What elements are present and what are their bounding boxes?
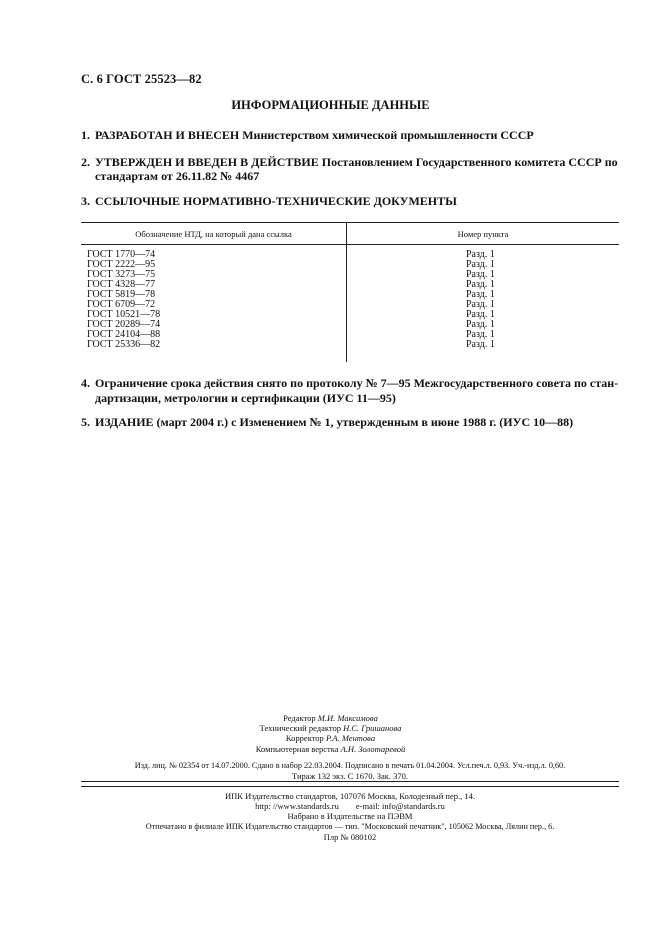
table-column-divider — [346, 222, 347, 362]
item-text: Постановлением Государственного комитета СССР по — [318, 155, 618, 169]
item-caps: ИЗДАНИЕ — [95, 415, 154, 429]
table-cell-doc: ГОСТ 20289—74 — [87, 319, 161, 330]
divider — [81, 781, 619, 782]
publisher-line: ИПК Издательство стандартов, 107076 Москва, Колодезный пер., 14. — [225, 791, 475, 801]
table-cell-doc: ГОСТ 10521—78 — [87, 309, 161, 320]
item-text-line2: дартизации, метрологии и сертификации (ИУС 11—95) — [95, 391, 396, 405]
credit-layout: Компьютерная верстка А.Н. Золотаревой — [255, 743, 406, 754]
table-cell-doc: ГОСТ 4328—77 — [87, 279, 156, 290]
item-number: 4. — [81, 376, 90, 390]
table-cell-clause: Разд. 1 — [466, 299, 495, 310]
table-cell-doc: ГОСТ 25336—82 — [87, 339, 161, 350]
item-number: 5. — [81, 415, 90, 429]
print-info-line: Тираж 132 экз. С 1670. Зак. 370. — [291, 771, 409, 782]
item-caps: ССЫЛОЧНЫЕ НОРМАТИВНО-ТЕХНИЧЕСКИЕ ДОКУМЕНТЫ — [95, 194, 457, 208]
table-cell-clause: Разд. 1 — [466, 319, 495, 330]
print-info-line: Изд. лиц. № 02354 от 14.07.2000. Сдано в набор 22.03.2004. Подписано в печать 01.04.2004. Усл.печ.л. 0,93. Уч.-изд.л. 0,60. — [134, 761, 566, 770]
table-cell-doc: ГОСТ 3273—75 — [87, 269, 156, 280]
item-caps: УТВЕРЖДЕН И ВВЕДЕН В ДЕЙСТВИЕ — [95, 155, 319, 169]
table-cell-clause: Разд. 1 — [466, 259, 495, 270]
item-5 — [81, 415, 619, 429]
section-title: ИНФОРМАЦИОННЫЕ ДАННЫЕ — [231, 98, 430, 112]
table-cell-doc: ГОСТ 1770—74 — [87, 249, 156, 260]
table-cell-doc: ГОСТ 6709—72 — [87, 299, 156, 310]
credit-corrector: Корректор Р.А. Ментова — [285, 733, 376, 744]
item-text: Ограничение срока действия снято по протоколу № 7—95 Межгосударственного совета по стан- — [95, 376, 619, 390]
table-header-clause: Номер пункта — [457, 229, 509, 239]
table-rule-header — [81, 244, 619, 245]
table-cell-doc: ГОСТ 5819—78 — [87, 289, 156, 300]
table-header-doc: Обозначение НТД, на который дана ссылка — [135, 229, 292, 239]
credits-block — [0, 713, 661, 754]
item-4 — [81, 376, 619, 406]
table-cell-clause: Разд. 1 — [466, 249, 495, 260]
item-number: 3. — [81, 194, 90, 208]
table-cell-clause: Разд. 1 — [466, 309, 495, 320]
credit-editor: Редактор М.И. Максимова — [283, 713, 378, 723]
page-header: С. 6 ГОСТ 25523—82 — [81, 72, 202, 86]
table-rule-top — [81, 222, 619, 223]
table-cell-doc: ГОСТ 24104—88 — [87, 329, 161, 340]
item-number: 2. — [81, 155, 90, 169]
item-number: 1. — [81, 128, 90, 142]
table-cell-clause: Разд. 1 — [466, 329, 495, 340]
table-cell-clause: Разд. 1 — [466, 289, 495, 300]
item-caps: РАЗРАБОТАН И ВНЕСЕН — [95, 128, 240, 142]
item-3 — [81, 194, 619, 208]
table-column-docs — [87, 250, 160, 350]
publisher-block — [81, 791, 619, 842]
table-cell-doc: ГОСТ 2222—95 — [87, 259, 156, 270]
print-info — [81, 761, 619, 781]
table-cell-clause: Разд. 1 — [466, 339, 495, 350]
publisher-line: Плр № 080102 — [323, 831, 377, 842]
publisher-line: http: //www.standards.ru e-mail: info@standards.ru — [255, 801, 445, 812]
item-text: (март 2004 г.) с Изменением № 1, утвержденным в июне 1988 г. (ИУС 10—88) — [153, 415, 574, 429]
item-text: Министерством химической промышленности СССР — [239, 128, 534, 142]
publisher-line: Отпечатано в филиале ИПК Издательство стандартов — тип. "Московский печатник", 105062 Москва, Лялин пер., 6. — [145, 821, 555, 831]
item-text-line2: стандартам от 26.11.82 № 4467 — [95, 169, 260, 183]
credit-tech-editor: Технический редактор Н.С. Гришанова — [259, 723, 402, 734]
publisher-line: Набрано в Издательстве на ПЭВМ — [287, 811, 413, 822]
table-cell-clause: Разд. 1 — [466, 279, 495, 290]
divider — [81, 786, 619, 787]
item-1 — [81, 128, 619, 142]
table-cell-clause: Разд. 1 — [466, 269, 495, 280]
item-2 — [81, 155, 619, 183]
table-column-clauses — [466, 250, 495, 350]
